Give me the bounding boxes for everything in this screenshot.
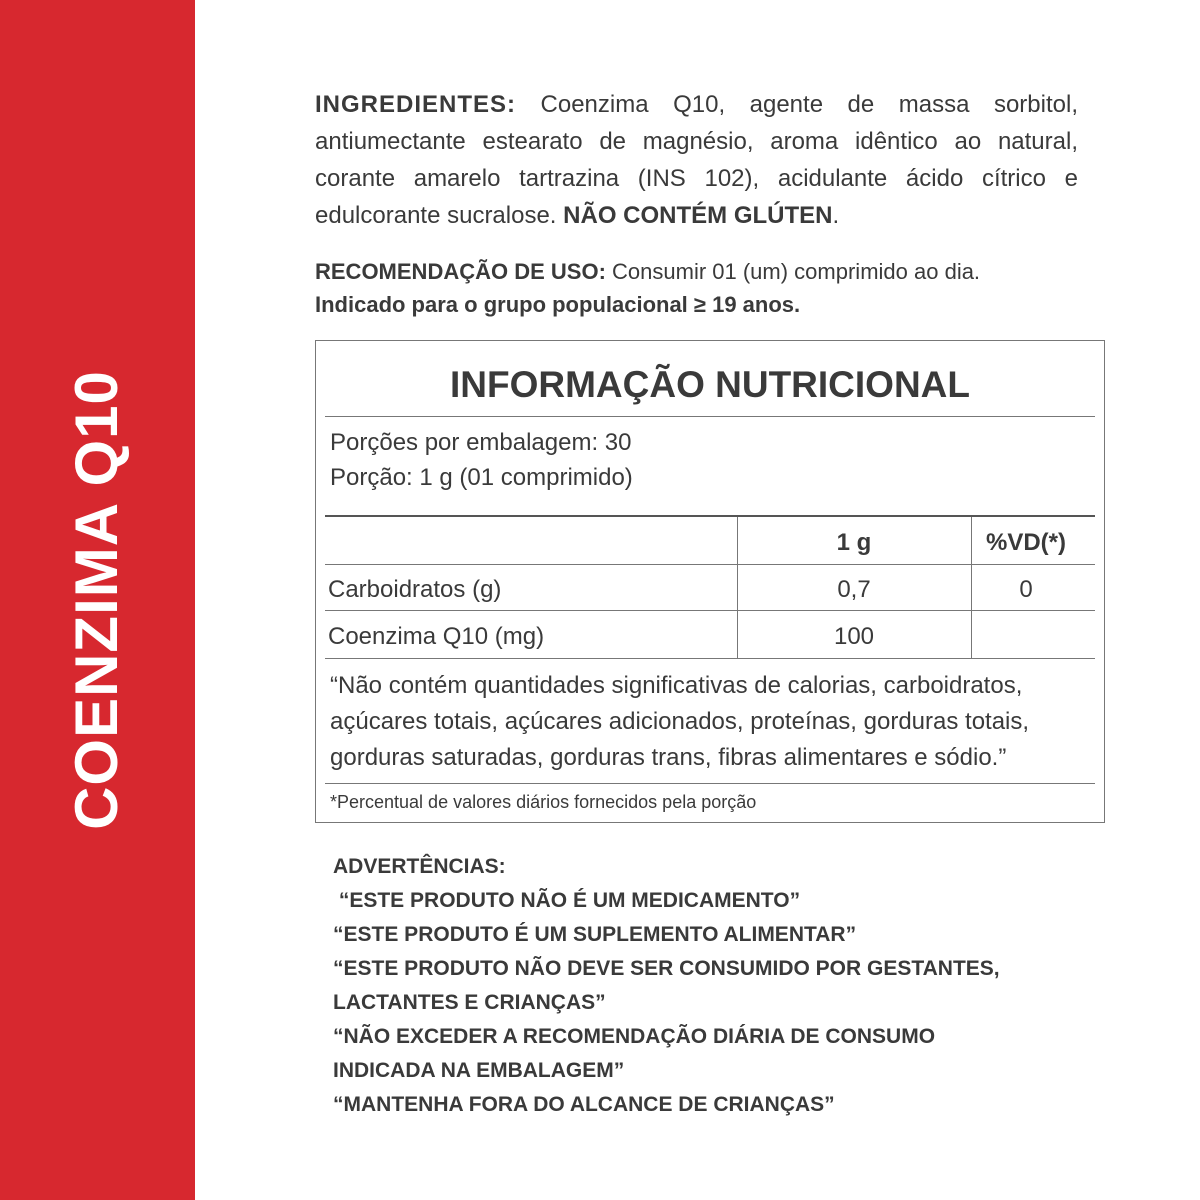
usage-label: RECOMENDAÇÃO DE USO: — [315, 259, 606, 284]
serving-size: Porção: 1 g (01 comprimido) — [330, 464, 633, 491]
column-header-amount: 1 g — [836, 529, 872, 556]
table-bottom-divider — [325, 658, 1095, 659]
warning-line: “NÃO EXCEDER A RECOMENDAÇÃO DIÁRIA DE CONSUMO — [333, 1025, 936, 1048]
table-row-amount: 0,7 — [837, 576, 871, 603]
ingredients-text: Coenzima Q10, agente de massa sorbitol, antiumectante estearato de magnésio, aroma idêntico ao natural, corante amarelo tartrazina (INS 102), acidulante ácido cítrico e edulcorante sucralose. — [315, 91, 1078, 229]
table-row-amount: 100 — [833, 623, 875, 650]
sidebar-banner — [0, 0, 195, 1200]
servings-per-package: Porções por embalagem: 30 — [330, 429, 632, 456]
nutrition-title: INFORMAÇÃO NUTRICIONAL — [449, 364, 970, 405]
warnings-title: ADVERTÊNCIAS: — [333, 855, 506, 878]
table-top-divider — [325, 515, 1095, 517]
ingredients-paragraph — [315, 86, 1078, 234]
nutrition-footnote: *Percentual de valores diários fornecidos pela porção — [330, 792, 757, 812]
gluten-statement: NÃO CONTÉM GLÚTEN — [563, 202, 833, 229]
warning-line: INDICADA NA EMBALAGEM” — [333, 1059, 625, 1082]
usage-recommendation — [315, 255, 1115, 321]
serving-info — [330, 425, 633, 495]
warnings-section — [333, 850, 1133, 1122]
product-name: COENZIMA Q10 — [63, 370, 130, 830]
title-divider — [325, 416, 1095, 417]
warning-line: “ESTE PRODUTO É UM SUPLEMENTO ALIMENTAR” — [333, 923, 857, 946]
warning-line: “ESTE PRODUTO NÃO É UM MEDICAMENTO” — [333, 889, 801, 912]
usage-group: Indicado para o grupo populacional ≥ 19 anos. — [315, 292, 801, 317]
warning-line: LACTANTES E CRIANÇAS” — [333, 991, 606, 1014]
warning-line: “ESTE PRODUTO NÃO DEVE SER CONSUMIDO POR GESTANTES, — [333, 957, 1000, 980]
ingredients-label: INGREDIENTES: — [315, 91, 517, 118]
column-header-dv: %VD(*) — [985, 529, 1066, 556]
nutrition-note: “Não contém quantidades significativas de calorias, carboidratos, açúcares totais, açúcares adicionados, proteínas, gorduras totais, gorduras saturadas, gorduras trans, fibras alimentares e sódio.” — [330, 672, 1030, 771]
table-row-name: Coenzima Q10 (mg) — [328, 623, 545, 650]
table-row-dv: 0 — [1019, 576, 1033, 603]
row-divider — [325, 610, 1095, 611]
usage-text: Consumir 01 (um) comprimido ao dia. — [612, 259, 981, 284]
warning-line: “MANTENHA FORA DO ALCANCE DE CRIANÇAS” — [333, 1093, 835, 1116]
table-row-name: Carboidratos (g) — [328, 576, 502, 603]
ingredients-end: . — [832, 202, 840, 229]
footnote-divider — [325, 783, 1095, 784]
header-row-divider — [325, 564, 1095, 565]
